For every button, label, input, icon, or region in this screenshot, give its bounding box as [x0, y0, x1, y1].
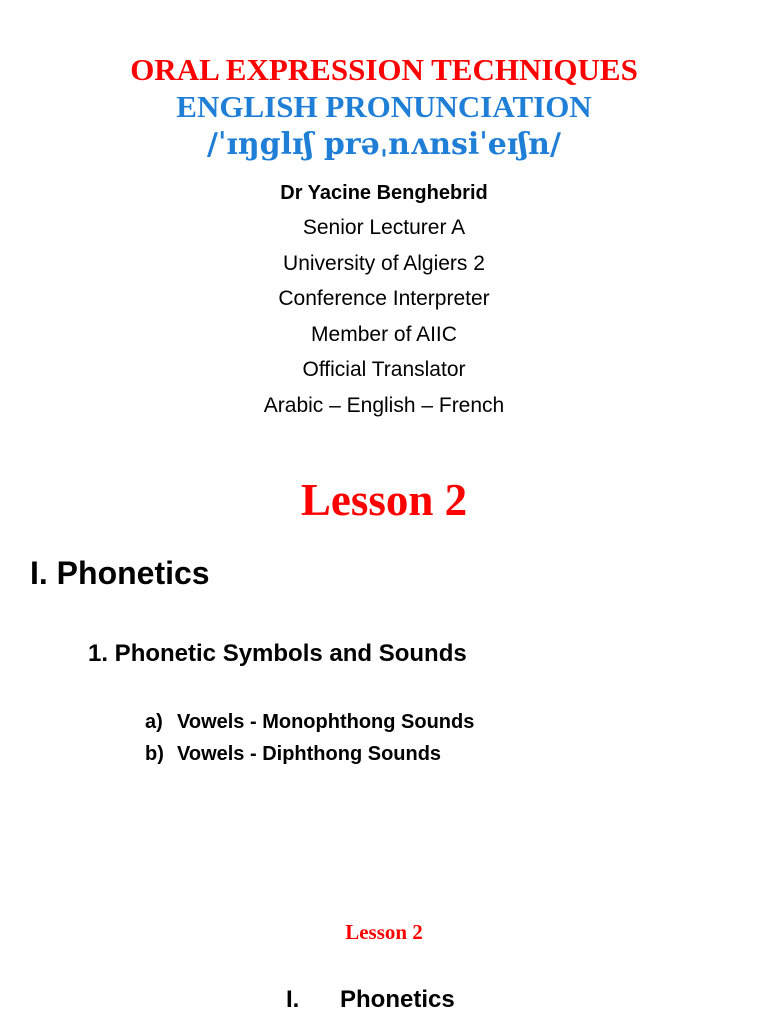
section-heading: I. Phonetics: [30, 555, 210, 591]
author-languages: Arabic – English – French: [263, 394, 505, 417]
footer-lesson-label: Lesson 2: [345, 920, 423, 944]
author-conference: Conference Interpreter: [278, 287, 490, 310]
list-item-marker: a): [145, 711, 163, 733]
document-title: ORAL EXPRESSION TECHNIQUES: [130, 52, 638, 87]
list-item-text: Vowels - Monophthong Sounds: [177, 711, 475, 733]
footer-section-number: I.: [286, 986, 300, 1013]
lesson-title: Lesson 2: [300, 475, 468, 525]
list-item: [145, 708, 474, 736]
author-translator: Official Translator: [302, 358, 466, 381]
author-name: Dr Yacine Benghebrid: [280, 182, 488, 204]
subsection-heading: 1. Phonetic Symbols and Sounds: [88, 640, 467, 667]
list-item: [145, 740, 441, 768]
list-item-marker: b): [145, 743, 164, 765]
document-subtitle: ENGLISH PRONUNCIATION: [176, 89, 592, 124]
author-membership: Member of AIIC: [311, 323, 457, 346]
ipa-transcription: /ˈɪŋglɪʃ prəˌnʌnsiˈeɪʃn/: [207, 127, 561, 162]
footer-section-title: Phonetics: [340, 986, 455, 1013]
author-role: Senior Lecturer A: [302, 216, 466, 239]
author-university: University of Algiers 2: [283, 252, 485, 275]
footer-section-heading: [286, 982, 455, 1018]
list-item-text: Vowels - Diphthong Sounds: [177, 743, 442, 765]
